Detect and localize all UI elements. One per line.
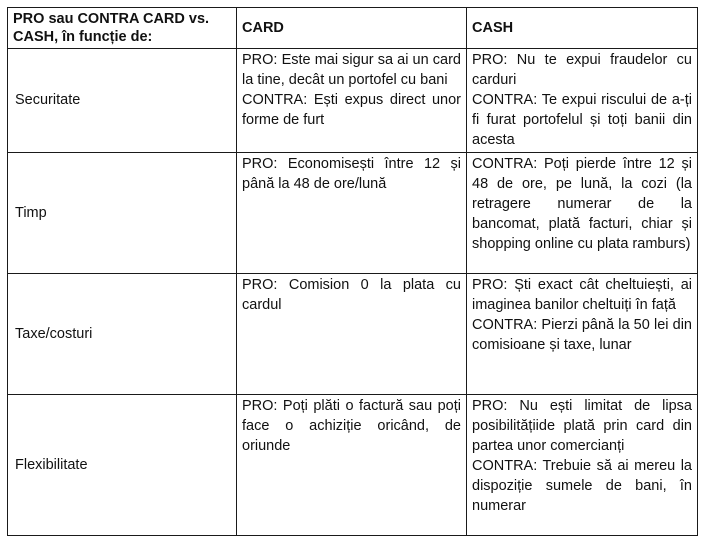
card-contra-text: CONTRA: Ești expus direct unor forme de furt <box>242 92 461 128</box>
header-row <box>8 8 698 49</box>
header-criteria: PRO sau CONTRA CARD vs. CASH, în funcție de: <box>8 8 237 49</box>
cash-pro-text: PRO: Nu te expui fraudelor cu carduri <box>472 52 692 88</box>
header-card: CARD <box>237 8 467 49</box>
row-timp <box>8 153 698 274</box>
card-pro-text: PRO: Comision 0 la plata cu cardul <box>242 277 461 313</box>
row-securitate <box>8 49 698 153</box>
card-cell <box>237 395 467 536</box>
comparison-table <box>7 7 698 536</box>
card-pro-text: PRO: Poți plăti o factură sau poți face o achiziție oricând, de oriunde <box>242 398 461 454</box>
row-taxe-costuri <box>8 274 698 395</box>
cash-pro-text: PRO: Nu ești limitat de lipsa posibilitățiide plată prin card din partea unor comercianți <box>472 398 692 454</box>
cash-cell <box>467 49 698 153</box>
criterion-cell: Timp <box>8 153 237 274</box>
cash-contra-text: CONTRA: Trebuie să ai mereu la dispoziție sumele de bani, în numerar <box>472 458 692 514</box>
card-pro-text: PRO: Economisești între 12 și până la 48 de ore/lună <box>242 156 461 192</box>
cash-pro-text: PRO: Ști exact cât cheltuiești, ai imaginea banilor cheltuiți în față <box>472 277 692 313</box>
criterion-cell: Flexibilitate <box>8 395 237 536</box>
header-cash: CASH <box>467 8 698 49</box>
card-cell <box>237 153 467 274</box>
row-flexibilitate <box>8 395 698 536</box>
cash-cell <box>467 153 698 274</box>
cash-cell <box>467 274 698 395</box>
card-cell <box>237 274 467 395</box>
card-pro-text: PRO: Este mai sigur sa ai un card la tine, decât un portofel cu bani <box>242 52 461 88</box>
card-cell <box>237 49 467 153</box>
criterion-cell: Taxe/costuri <box>8 274 237 395</box>
cash-contra-text: CONTRA: Te expui riscului de a-ți fi furat portofelul și toți banii din acesta <box>472 92 692 148</box>
criterion-cell: Securitate <box>8 49 237 153</box>
cash-cell <box>467 395 698 536</box>
cash-contra-text: CONTRA: Poți pierde între 12 și 48 de ore, pe lună, la cozi (la retragere numerar de la bancomat, plată facturi, chiar și shopping online cu plata ramburs) <box>472 156 692 252</box>
cash-contra-text: CONTRA: Pierzi până la 50 lei din comisioane și taxe, lunar <box>472 317 692 353</box>
